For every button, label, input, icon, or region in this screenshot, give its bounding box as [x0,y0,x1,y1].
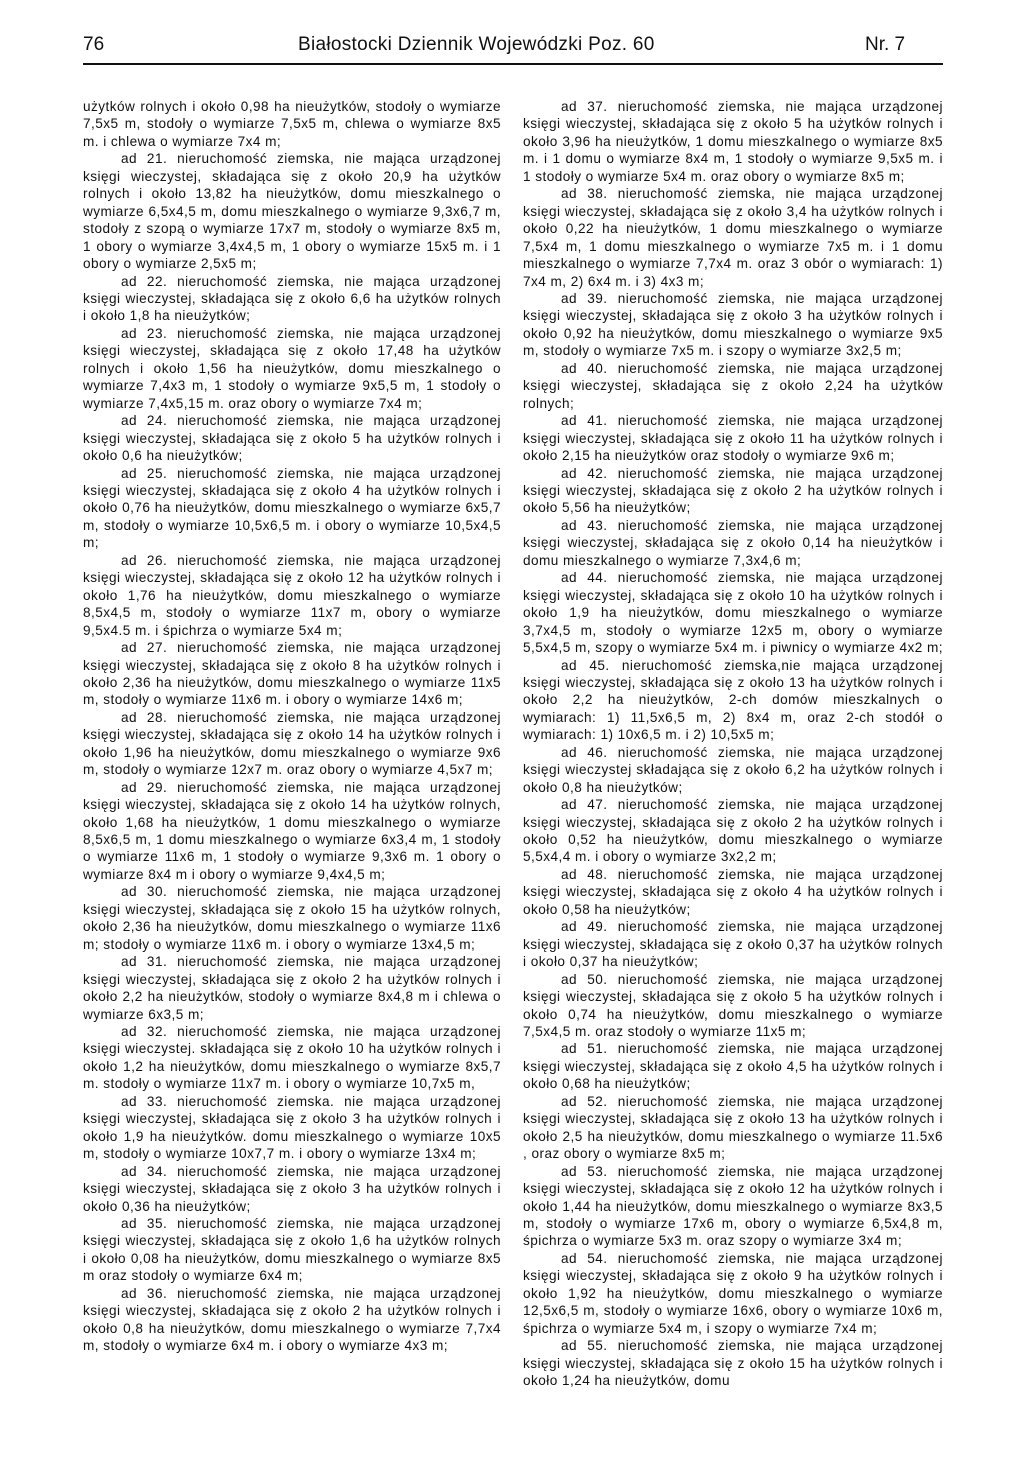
paragraph-ad-52: ad 52. nieruchomość ziemska, nie mająca urządzonej księgi wieczystej, składająca się z około 13 ha użytków rolnych i około 2,5 ha nieużytków, domu mieszkalnego o wymiarze 11.5x6 , oraz obory o wymiarze 8x5 m; [523,1093,943,1162]
paragraph-ad-53: ad 53. nieruchomość ziemska, nie mająca urządzonej księgi wieczystej, składająca się z około 12 ha użytków rolnych i około 1,44 ha nieużytków, domu mieszkalnego o wymiarze 8x3,5 m, stodoły o wymiarze 17x6 m, obory o wymiarze 6,5x4,8 m, śpichrza o wymiarze 5x3 m. oraz szopy o wymiarze 3x4 m; [523,1163,943,1249]
paragraph-ad-21: ad 21. nieruchomość ziemska, nie mająca urządzonej księgi wieczystej, składająca się z około 20,9 ha użytków rolnych i około 13,82 ha nieużytków, domu mieszkalnego o wymiarze 6,5x4,5 m, domu mieszkalnego o wymiarze 9,3x6,7 m, stodoły z szopą o wymiarze 17x7 m, stodoły o wymiarze 8x5 m, 1 obory o wymiarze 3,4x4,5 m, 1 obory o wymiarze 15x5 m. i 1 obory o wymiarze 2,5x5 m; [83,151,501,272]
paragraph-ad-44: ad 44. nieruchomość ziemska, nie mająca urządzonej księgi wieczystej, składająca się z około 10 ha użytków rolnych i około 1,9 ha nieużytków, domu mieszkalnego o wymiarze 3,7x4,5 m, stodoły o wymiarze 12x5 m, obory o wymiarze 5,5x4,5 m, szopy o wymiarze 5x4 m. i piwnicy o wymiarze 4x2 m; [523,570,943,656]
paragraph-ad-35: ad 35. nieruchomość ziemska, nie mająca urządzonej księgi wieczystej, składająca się z około 1,6 ha użytków rolnych i około 0,08 ha nieużytków, domu mieszkalnego o wymiarze 8x5 m oraz stodoły o wymiarze 6x4 m; [83,1216,501,1284]
header-rule [83,63,943,65]
page-number: 76 [83,34,105,55]
paragraph-ad-22: ad 22. nieruchomość ziemska, nie mająca urządzonej księgi wieczystej, składająca się z około 6,6 ha użytków rolnych i około 1,8 ha nieużytków; [83,273,501,324]
paragraph-ad-49: ad 49. nieruchomość ziemska, nie mająca urządzonej księgi wieczystej, składająca się z około 0,37 ha użytków rolnych i około 0,37 ha nieużytków; [523,919,943,970]
paragraph-ad-30: ad 30. nieruchomość ziemska, nie mająca urządzonej księgi wieczystej, składająca się z około 15 ha użytków rolnych, około 2,36 ha nieużytków, domu mieszkalnego o wymiarze 11x6 m; stodoły o wymiarze 11x6 m. i obory o wymiarze 13x4,5 m; [83,884,501,952]
paragraph-ad-23: ad 23. nieruchomość ziemska, nie mająca urządzonej księgi wieczystej, składająca się z około 17,48 ha użytków rolnych i około 1,56 ha nieużytków, domu mieszkalnego o wymiarze 7,4x3 m, 1 stodoły o wymiarze 9x5,5 m, 1 stodoły o wymiarze 7,4x5,15 m. oraz obory o wymiarze 7x4 m; [83,325,501,411]
page-header [83,34,943,58]
paragraph-ad-26: ad 26. nieruchomość ziemska, nie mająca urządzonej księgi wieczystej, składająca się z około 12 ha użytków rolnych i około 1,76 ha nieużytków, domu mieszkalnego o wymiarze 8,5x4,5 m, stodoły o wymiarze 11x7 m, obory o wymiarze 9,5x4.5 m. i śpichrza o wymiarze 5x4 m; [83,552,501,638]
paragraph-ad-24: ad 24. nieruchomość ziemska, nie mająca urządzonej księgi wieczystej, składająca się z około 5 ha użytków rolnych i około 0,6 ha nieużytków; [83,413,501,464]
paragraph-ad-47: ad 47. nieruchomość ziemska, nie mająca urządzonej księgi wieczystej, składająca się z około 2 ha użytków rolnych i około 0,52 ha nieużytków, domu mieszkalnego o wymiarze 5,5x4,4 m. i obory o wymiarze 3x2,2 m; [523,797,943,865]
paragraph-ad-33: ad 33. nieruchomość ziemska. nie mająca urządzonej księgi wieczystej, składająca się z około 3 ha użytków rolnych i około 1,9 ha nieużytków. domu mieszkalnego o wymiarze 10x5 m, stodoły o wymiarze 10x7,7 m. i obory o wymiarze 13x4 m; [83,1093,501,1162]
paragraph-ad-54: ad 54. nieruchomość ziemska, nie mająca urządzonej księgi wieczystej, składająca się z około 9 ha użytków rolnych i około 1,92 ha nieużytków, domu mieszkalnego o wymiarze 12,5x6,5 m, stodoły o wymiarze 16x6, obory o wymiarze 10x6 m, śpichrza o wymiarze 5x4 m, i szopy o wymiarze 7x4 m; [523,1250,943,1336]
paragraph-ad-40: ad 40. nieruchomość ziemska, nie mająca urządzonej księgi wieczystej, składająca się z około 2,24 ha użytków rolnych; [523,360,943,411]
paragraph-ad-50: ad 50. nieruchomość ziemska, nie mająca urządzonej księgi wieczystej, składająca się z około 5 ha użytków rolnych i około 0,74 ha nieużytków, domu mieszkalnego o wymiarze 7,5x4,5 m. oraz stodoły o wymiarze 11x5 m; [523,971,943,1040]
paragraph-ad-42: ad 42. nieruchomość ziemska, nie mająca urządzonej księgi wieczystej, składająca się z około 2 ha użytków rolnych i około 5,56 ha nieużytków; [523,465,943,516]
paragraph: użytków rolnych i około 0,98 ha nieużytków, stodoły o wymiarze 7,5x5 m, stodoły o wymiarze 7,5x5 m, chlewa o wymiarze 8x5 m. i chlewa o wymiarze 7x4 m; [83,99,501,149]
paragraph-ad-27: ad 27. nieruchomość ziemska, nie mająca urządzonej księgi wieczystej, składająca się z około 8 ha użytków rolnych i około 2,36 ha nieużytków, domu mieszkalnego o wymiarze 11x5 m, stodoły o wymiarze 11x6 m. i obory o wymiarze 14x6 m; [83,640,501,708]
journal-title: Białostocki Dziennik Wojewódzki Poz. 60 [298,34,655,55]
paragraph-ad-51: ad 51. nieruchomość ziemska, nie mająca urządzonej księgi wieczystej, składająca się z około 4,5 ha użytków rolnych i około 0,68 ha nieużytków; [523,1041,943,1092]
paragraph-ad-55: ad 55. nieruchomość ziemska, nie mająca urządzonej księgi wieczystej, składająca się z około 15 ha użytków rolnych i około 1,24 ha nieużytków, domu [523,1338,943,1389]
paragraph-ad-28: ad 28. nieruchomość ziemska, nie mająca urządzonej księgi wieczystej, składająca się z około 14 ha użytków rolnych i około 1,96 ha nieużytków, domu mieszkalnego o wymiarze 9x6 m, stodoły o wymiarze 12x7 m. oraz obory o wymiarze 4,5x7 m; [83,709,501,778]
paragraph-ad-31: ad 31. nieruchomość ziemska, nie mająca urządzonej księgi wieczystej, składająca się z około 2 ha użytków rolnych i około 2,2 ha nieużytków, stodoły o wymiarze 8x4,8 m i chlewa o wymiarze 6x3,5 m; [83,954,501,1022]
paragraph-ad-34: ad 34. nieruchomość ziemska, nie mająca urządzonej księgi wieczystej, składająca się z około 3 ha użytków rolnych i około 0,36 ha nieużytków; [83,1163,501,1214]
paragraph-ad-45: ad 45. nieruchomość ziemska,nie mająca urządzonej księgi wieczystej, składająca się z około 13 ha użytków rolnych i około 2,2 ha nieużytków, 2-ch domów mieszkalnych o wymiarach: 1) 11,5x6,5 m, 2) 8x4 m, oraz 2-ch stodół o wymiarach: 1) 10x6,5 m. i 2) 10,5x5 m; [523,657,943,743]
paragraph-ad-38: ad 38. nieruchomość ziemska, nie mająca urządzonej księgi wieczystej, składająca się z około 3,4 ha użytków rolnych i około 0,22 ha nieużytków, 1 domu mieszkalnego o wymiarze 7,5x4 m, 1 domu mieszkalnego o wymiarze 7x5 m. i 1 domu mieszkalnego o wymiarze 7,7x4 m. oraz 3 obór o wymiarach: 1) 7x4 m, 2) 6x4 m. i 3) 4x3 m; [523,186,943,289]
paragraph-ad-32: ad 32. nieruchomość ziemska, nie mająca urządzonej księgi wieczystej. składająca się z około 10 ha użytków rolnych i około 1,2 ha nieużytków, domu mieszkalnego o wymiarze 8x5,7 m. stodoły o wymiarze 11x7 m. i obory o wymiarze 10,7x5 m, [83,1024,501,1092]
paragraph-ad-43: ad 43. nieruchomość ziemska, nie mająca urządzonej księgi wieczystej, składająca się z około 0,14 ha nieużytków i domu mieszkalnego o wymiarze 7,3x4,6 m; [523,517,943,568]
paragraph-ad-25: ad 25. nieruchomość ziemska, nie mająca urządzonej księgi wieczystej, składająca się z około 4 ha użytków rolnych i około 0,76 ha nieużytków, domu mieszkalnego o wymiarze 6x5,7 m, stodoły o wymiarze 10,5x6,5 m. i obory o wymiarze 10,5x4,5 m; [83,465,501,551]
right-column [523,98,943,1390]
paragraph-ad-36: ad 36. nieruchomość ziemska, nie mająca urządzonej księgi wieczystej, składająca się z około 2 ha użytków rolnych i około 0,8 ha nieużytków, domu mieszkalnego o wymiarze 7,7x4 m, stodoły o wymiarze 6x4 m. i obory o wymiarze 4x3 m; [83,1285,501,1354]
left-column [83,98,501,1355]
paragraph-ad-41: ad 41. nieruchomość ziemska, nie mająca urządzonej księgi wieczystej, składająca się z około 11 ha użytków rolnych i około 2,15 ha nieużytków oraz stodoły o wymiarze 9x6 m; [523,413,943,464]
paragraph-ad-39: ad 39. nieruchomość ziemska, nie mająca urządzonej księgi wieczystej, składająca się z około 3 ha użytków rolnych i około 0,92 ha nieużytków, domu mieszkalnego o wymiarze 9x5 m, stodoły o wymiarze 7x5 m. i szopy o wymiarze 3x2,5 m; [523,290,943,359]
paragraph-ad-48: ad 48. nieruchomość ziemska, nie mająca urządzonej księgi wieczystej, składająca się z około 4 ha użytków rolnych i około 0,58 ha nieużytków; [523,866,943,917]
issue-number: Nr. 7 [865,34,906,55]
paragraph-ad-46: ad 46. nieruchomość ziemska, nie mająca urządzonej księgi wieczystej składająca się z około 6,2 ha użytków rolnych i około 0,8 ha nieużytków; [523,744,943,795]
paragraph-ad-37: ad 37. nieruchomość ziemska, nie mająca urządzonej księgi wieczystej, składająca się z około 5 ha użytków rolnych i około 3,96 ha nieużytków, 1 domu mieszkalnego o wymiarze 8x5 m. i 1 domu o wymiarze 8x4 m, 1 stodoły o wymiarze 9,5x5 m. i 1 stodoły o wymiarze 5x4 m. oraz obory o wymiarze 8x5 m; [523,99,943,184]
paragraph-ad-29: ad 29. nieruchomość ziemska, nie mająca urządzonej księgi wieczystej, składająca się z około 14 ha użytków rolnych, około 1,68 ha nieużytków, 1 domu mieszkalnego o wymiarze 8,5x6,5 m, 1 domu mieszkalnego o wymiarze 6x3,4 m, 1 stodoły o wymiarze 11x6 m, 1 stodoły o wymiarze 9,3x6 m. 1 obory o wymiarze 8x4 m i obory o wymiarze 9,4x4,5 m; [83,779,501,882]
